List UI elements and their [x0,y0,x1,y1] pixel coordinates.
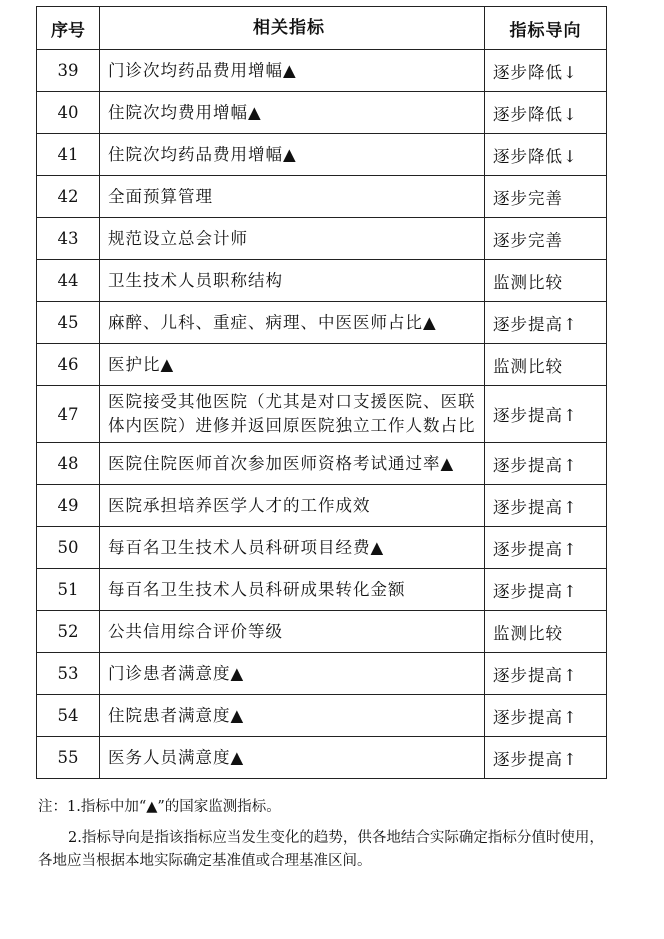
row-indicator: 每百名卫生技术人员科研项目经费▲ [100,527,485,569]
row-number: 47 [37,386,100,443]
table-row [37,611,607,653]
row-number: 42 [37,176,100,218]
table-row [37,485,607,527]
row-number: 48 [37,443,100,485]
row-direction: 监测比较 [485,611,607,653]
header-related-indicator: 相关指标 [100,7,485,50]
table-header-row [37,7,607,50]
row-number: 44 [37,260,100,302]
table-row [37,653,607,695]
row-indicator: 医院接受其他医院（尤其是对口支援医院、医联体内医院）进修并返回原医院独立工作人数占比 [100,386,485,443]
row-indicator: 麻醉、儿科、重症、病理、中医医师占比▲ [100,302,485,344]
row-number: 40 [37,92,100,134]
row-direction: 逐步完善 [485,176,607,218]
row-indicator: 门诊患者满意度▲ [100,653,485,695]
row-direction: 逐步提高↑ [485,527,607,569]
table-row [37,386,607,443]
row-number: 50 [37,527,100,569]
table-row [37,176,607,218]
row-direction: 逐步提高↑ [485,443,607,485]
table-row [37,50,607,92]
table-row [37,218,607,260]
row-direction: 逐步降低↓ [485,92,607,134]
row-direction: 逐步降低↓ [485,134,607,176]
row-direction: 监测比较 [485,260,607,302]
indicator-table [36,6,607,779]
header-indicator-direction: 指标导向 [485,7,607,50]
row-number: 46 [37,344,100,386]
row-number: 39 [37,50,100,92]
row-direction: 监测比较 [485,344,607,386]
table-row [37,527,607,569]
row-direction: 逐步提高↑ [485,737,607,779]
row-indicator: 全面预算管理 [100,176,485,218]
table-row [37,569,607,611]
footnote-2: 2.指标导向是指该指标应当发生变化的趋势，供各地结合实际确定指标分值时使用，各地应当根据本地实际确定基准值或合理基准区间。 [38,830,604,869]
row-direction: 逐步降低↓ [485,50,607,92]
row-number: 43 [37,218,100,260]
table-row [37,443,607,485]
row-indicator: 医护比▲ [100,344,485,386]
row-number: 54 [37,695,100,737]
row-direction: 逐步提高↑ [485,653,607,695]
table-row [37,260,607,302]
header-serial-number: 序号 [37,7,100,50]
row-number: 41 [37,134,100,176]
row-direction: 逐步完善 [485,218,607,260]
row-direction: 逐步提高↑ [485,485,607,527]
row-indicator: 医院承担培养医学人才的工作成效 [100,485,485,527]
row-direction: 逐步提高↑ [485,695,607,737]
row-direction: 逐步提高↑ [485,302,607,344]
row-number: 49 [37,485,100,527]
footnote-1: 注：1.指标中加“▲”的国家监测指标。 [38,799,281,815]
row-direction: 逐步提高↑ [485,569,607,611]
row-indicator: 住院次均药品费用增幅▲ [100,134,485,176]
row-direction: 逐步提高↑ [485,386,607,443]
row-indicator: 医务人员满意度▲ [100,737,485,779]
footnotes [38,796,610,873]
table-row [37,302,607,344]
row-indicator: 住院次均费用增幅▲ [100,92,485,134]
row-indicator: 门诊次均药品费用增幅▲ [100,50,485,92]
row-indicator: 医院住院医师首次参加医师资格考试通过率▲ [100,443,485,485]
row-number: 52 [37,611,100,653]
row-number: 51 [37,569,100,611]
row-number: 55 [37,737,100,779]
row-number: 45 [37,302,100,344]
row-indicator: 住院患者满意度▲ [100,695,485,737]
table-row [37,737,607,779]
row-indicator: 每百名卫生技术人员科研成果转化金额 [100,569,485,611]
table-row [37,92,607,134]
row-indicator: 公共信用综合评价等级 [100,611,485,653]
row-number: 53 [37,653,100,695]
row-indicator: 卫生技术人员职称结构 [100,260,485,302]
table-row [37,695,607,737]
table-row [37,134,607,176]
table-row [37,344,607,386]
row-indicator: 规范设立总会计师 [100,218,485,260]
